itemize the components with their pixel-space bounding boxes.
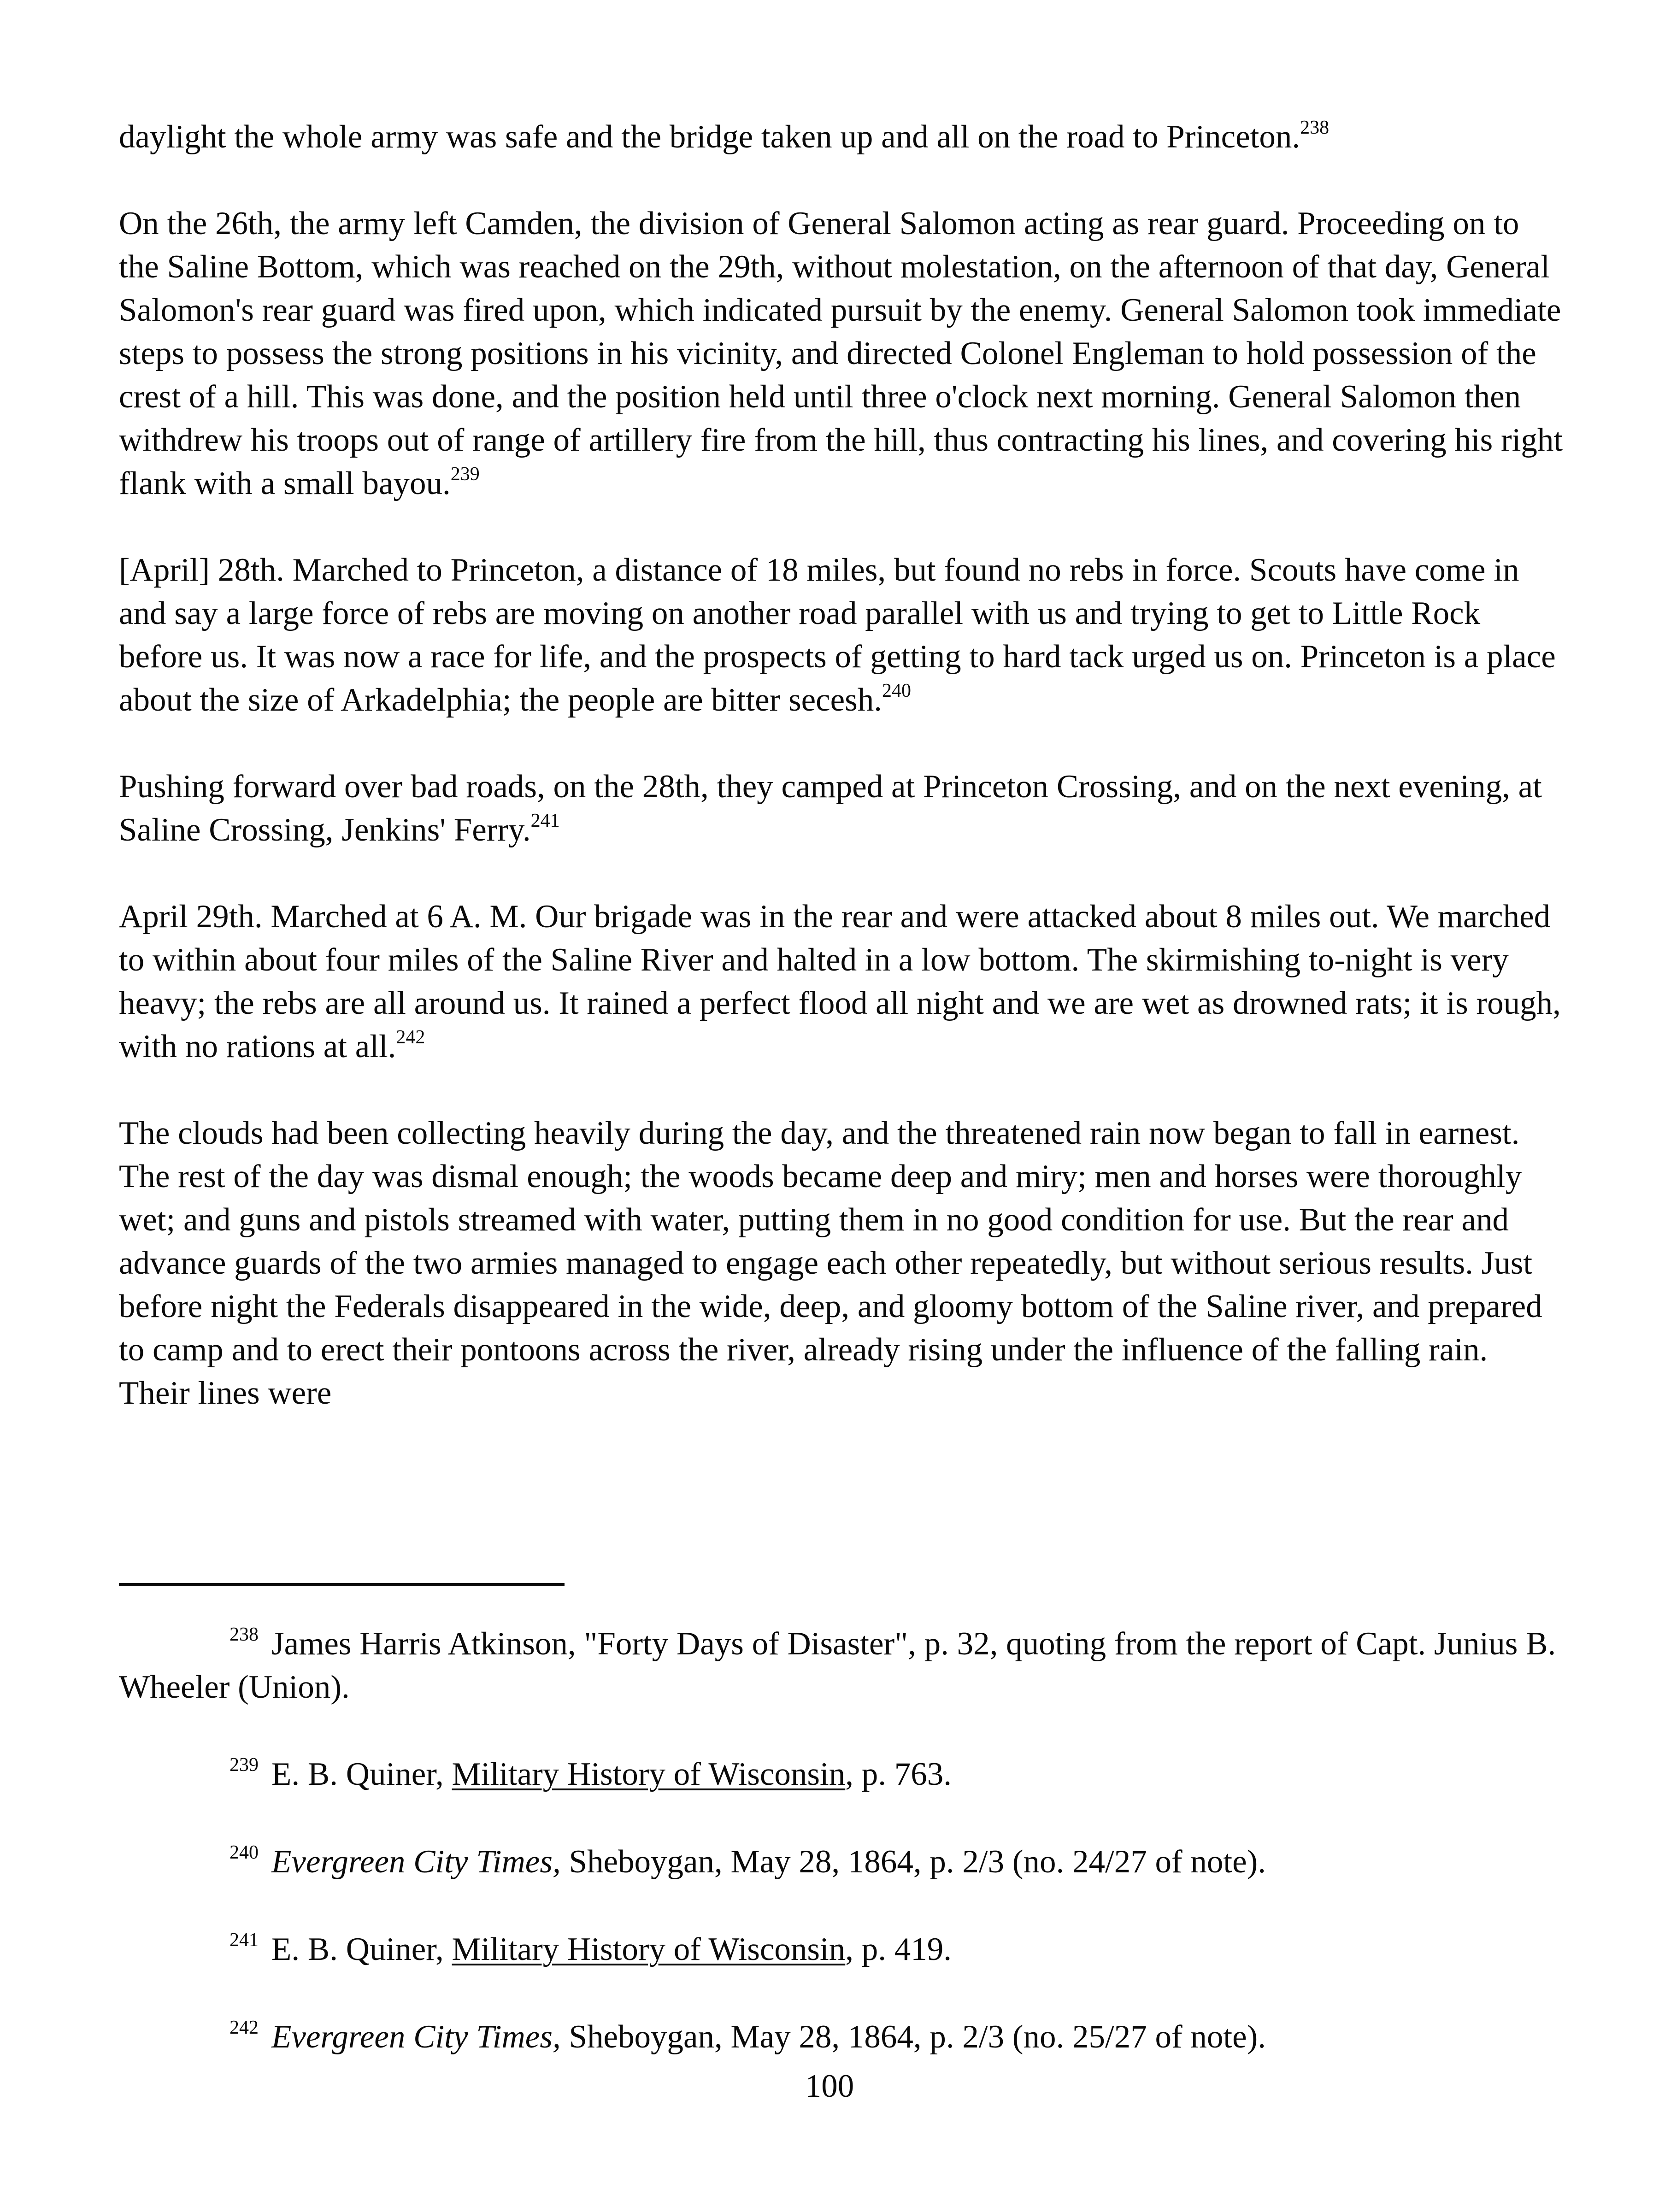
footnote-citation: , p. 763. (845, 1756, 952, 1792)
footnote-title: Evergreen City Times, (271, 2019, 561, 2055)
footnote-title: Evergreen City Times, (271, 1844, 561, 1880)
paragraph-2 (119, 202, 1566, 505)
footnote-number: 240 (229, 1842, 259, 1863)
footnote-citation: Sheboygan, May 28, 1864, p. 2/3 (no. 25/27 of note). (560, 2019, 1266, 2055)
footnote-reference: 242 (396, 1027, 425, 1048)
paragraph-text: April 29th. Marched at 6 A. M. Our brigade was in the rear and were attacked about 8 miles out. We marched to within about four miles of the Saline River and halted in a low bottom. The skirmishing to-night is very heavy; the rebs are all around us. It rained a perfect flood all night and we are wet as drowned rats; it is rough, with no rations at all. (119, 899, 1561, 1065)
paragraph-4 (119, 765, 1566, 852)
footnote-number: 242 (229, 2017, 259, 2038)
footnote-239 (119, 1753, 1566, 1796)
footnote-number: 238 (229, 1624, 259, 1645)
page-number: 100 (805, 2068, 854, 2104)
footnote-reference: 239 (450, 464, 480, 485)
paragraph-text: On the 26th, the army left Camden, the division of General Salomon acting as rear guard. Proceeding on to the Saline Bottom, which was reached on the 29th, without molestation, on the afternoon of that day, General Salomon's rear guard was fired upon, which indicated pursuit by the enemy. General Salomon took immediate steps to possess the strong positions in his vicinity, and directed Colonel Engleman to hold possession of the crest of a hill. This was done, and the position held until three o'clock next morning. General Salomon then withdrew his troops out of range of artillery fire from the hill, thus contracting his lines, and covering his right flank with a small bayou. (119, 206, 1563, 501)
footnote-separator (119, 1583, 565, 1586)
footnote-title: Military History of Wisconsin (452, 1931, 846, 1967)
footnotes (119, 1622, 1566, 2059)
footnote-reference: 241 (530, 810, 560, 831)
paragraph-3 (119, 548, 1566, 722)
footnote-citation: , p. 419. (845, 1931, 952, 1967)
footnote-241 (119, 1928, 1566, 1971)
paragraph-text: Pushing forward over bad roads, on the 28th, they camped at Princeton Crossing, and on the next evening, at Saline Crossing, Jenkins' Ferry. (119, 769, 1542, 848)
footnote-238 (119, 1622, 1566, 1709)
paragraph-text: The clouds had been collecting heavily during the day, and the threatened rain now began to fall in earnest. The rest of the day was dismal enough; the woods became deep and miry; men and horses were thoroughly wet; and guns and pistols streamed with water, putting them in no good condition for use. But the rear and advance guards of the two armies managed to engage each other repeatedly, but without serious results. Just before night the Federals disappeared in the wide, deep, and gloomy bottom of the Saline river, and prepared to camp and to erect their pontoons across the river, already rising under the influence of the falling rain. Their lines were (119, 1115, 1542, 1411)
footnote-number: 239 (229, 1754, 259, 1776)
paragraph-text: [April] 28th. Marched to Princeton, a distance of 18 miles, but found no rebs in force. Scouts have come in and say a large force of rebs are moving on another road parallel with us and trying to get to Little Rock before us. It was now a race for life, and the prospects of getting to hard tack urged us on. Princeton is a place about the size of Arkadelphia; the people are bitter secesh. (119, 552, 1556, 718)
footnote-number: 241 (229, 1930, 259, 1951)
footnote-title: Military History of Wisconsin (452, 1756, 846, 1792)
footnote-citation: Sheboygan, May 28, 1864, p. 2/3 (no. 24/27 of note). (560, 1844, 1266, 1880)
footnote-242 (119, 2015, 1566, 2059)
footnote-text: James Harris Atkinson, "Forty Days of Disaster", p. 32, quoting from the report of Capt. Junius B. Wheeler (Union). (119, 1626, 1556, 1705)
paragraph-5 (119, 895, 1566, 1068)
footnote-reference: 238 (1300, 117, 1330, 138)
footnote-author: E. B. Quiner, (271, 1756, 452, 1792)
paragraph-text: daylight the whole army was safe and the bridge taken up and all on the road to Princeton. (119, 119, 1300, 155)
paragraph-6 (119, 1112, 1566, 1415)
paragraph-1 (119, 115, 1566, 159)
footnote-reference: 240 (882, 680, 912, 701)
footnote-240 (119, 1840, 1566, 1883)
body-text (119, 115, 1566, 1458)
footnote-author: E. B. Quiner, (271, 1931, 452, 1967)
